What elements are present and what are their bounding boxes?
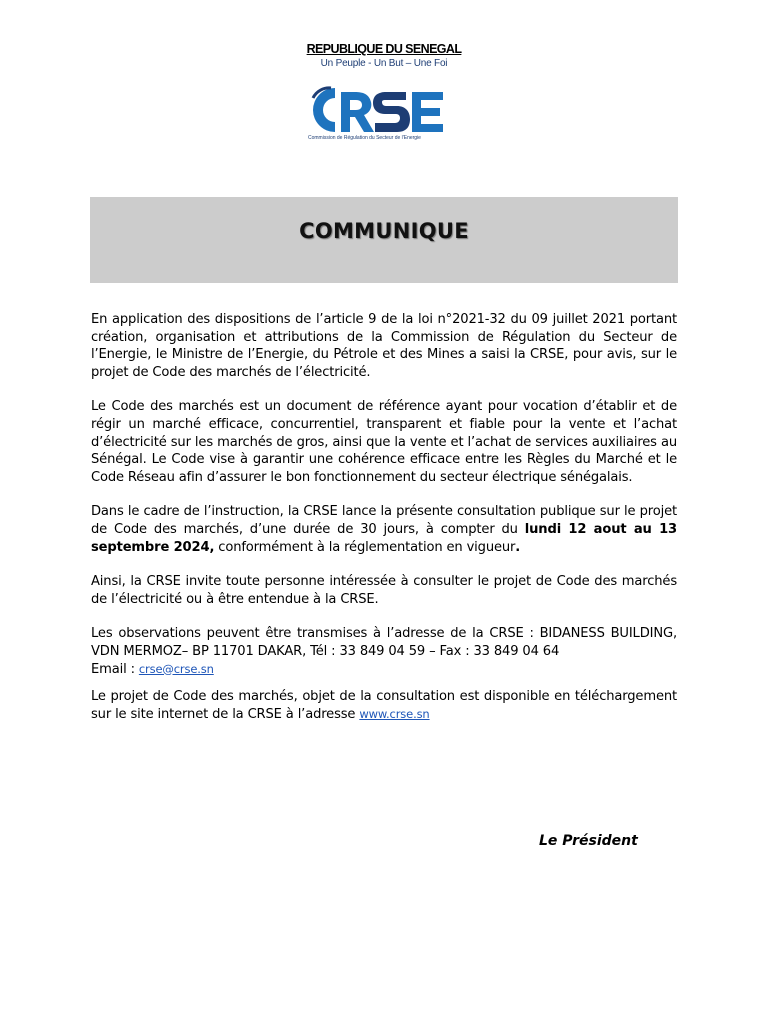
paragraph-3-text-a: Dans le cadre de l’instruction, la CRSE lance la présente consultation publique sur le projet de Code des marchés, d’une durée de 30 jours, à compter du <box>91 504 677 537</box>
communique-banner <box>90 197 678 283</box>
paragraph-6-text: Le projet de Code des marchés, objet de la consultation est disponible en téléchargement sur le site internet de la CRSE à l’adresse <box>91 689 677 722</box>
country-title: REPUBLIQUE DU SENEGAL <box>306 42 462 56</box>
email-label: Email : <box>91 661 139 677</box>
national-motto: Un Peuple - Un But – Une Foi <box>320 58 448 69</box>
paragraph-6 <box>91 688 677 723</box>
banner-title: COMMUNIQUE <box>299 219 469 243</box>
paragraph-3-period: . <box>515 539 521 555</box>
logo-subtitle: Commission de Régulation du Secteur de l'Energie <box>308 135 421 141</box>
paragraph-3 <box>91 503 677 556</box>
website-link[interactable]: www.crse.sn <box>359 706 430 721</box>
signature: Le Président <box>539 833 638 849</box>
paragraph-5 <box>91 625 677 678</box>
crse-logo <box>303 84 445 144</box>
consultation-dates: lundi 12 aout au 13 septembre 2024, <box>91 521 677 555</box>
contact-address: Les observations peuvent être transmises à l’adresse de la CRSE : BIDANESS BUILDING, VDN MERMOZ– BP 11701 DAKAR, Tél : 33 849 04 59 – Fax : 33 849 04 64 <box>91 626 677 659</box>
paragraph-1: En application des dispositions de l’article 9 de la loi n°2021-32 du 09 juillet 2021 portant création, organisation et attributions de la Commission de Régulation du Secteur de l’Energie, le Ministre de l’Energie, du Pétrole et des Mines a saisi la CRSE, pour avis, sur le projet de Code des marchés de l’électricité. <box>91 312 677 380</box>
email-link[interactable]: crse@crse.sn <box>138 661 214 676</box>
paragraph-2: Le Code des marchés est un document de référence ayant pour vocation d’établir et de régir un marché efficace, concurrentiel, transparent et fiable pour la vente et l’achat d’électricité sur les marchés de gros, ainsi que la vente et l’achat de services auxiliaires au Sénégal. Le Code vise à garantir une cohérence efficace entre les Règles du Marché et le Code Réseau afin d’assurer le bon fonctionnement du secteur électrique sénégalais. <box>91 399 677 485</box>
communique-body <box>91 311 677 740</box>
paragraph-3-text-b: conformément à la réglementation en vigueur <box>214 539 516 555</box>
paragraph-4: Ainsi, la CRSE invite toute personne intéressée à consulter le projet de Code des marchés de l’électricité ou à être entendue à la CRSE. <box>91 574 677 607</box>
